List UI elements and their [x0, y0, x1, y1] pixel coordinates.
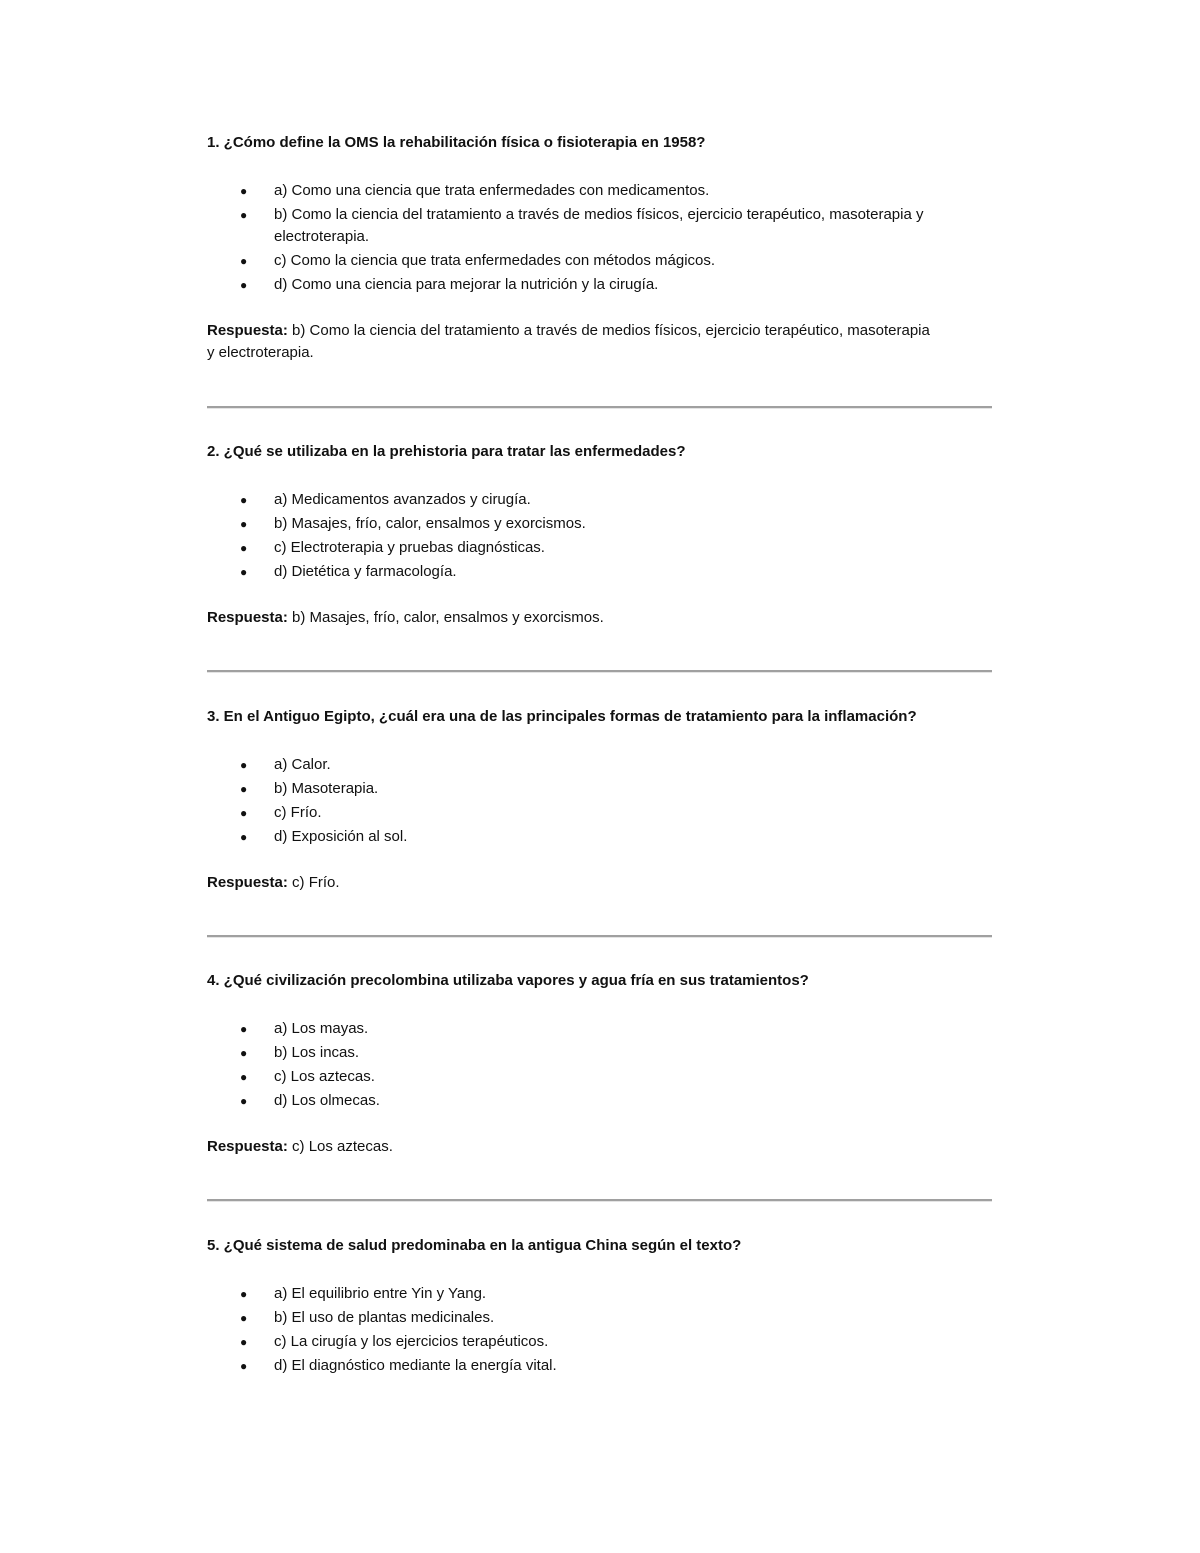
- option-item: ● c) Electroterapia y pruebas diagnósticas.: [207, 537, 992, 559]
- bullet-icon: ●: [240, 758, 248, 772]
- option-item: ● a) Como una ciencia que trata enfermedades con medicamentos.: [207, 180, 992, 202]
- option-list: [207, 1018, 992, 1112]
- horizontal-rule: [207, 935, 992, 938]
- option-item: ● a) Los mayas.: [207, 1018, 992, 1040]
- option-item: ● b) Masoterapia.: [207, 778, 992, 800]
- answer-label: Respuesta:: [207, 1138, 288, 1155]
- bullet-icon: ●: [240, 1094, 248, 1108]
- answer: [207, 607, 992, 629]
- bullet-icon: ●: [240, 1287, 248, 1301]
- bullet-icon: ●: [240, 184, 248, 198]
- bullet-icon: ●: [240, 830, 248, 844]
- option-list: [207, 1283, 992, 1377]
- bullet-icon: ●: [240, 1022, 248, 1036]
- question-title: 1. ¿Cómo define la OMS la rehabilitación física o fisioterapia en 1958?: [207, 134, 706, 151]
- question-title: 4. ¿Qué civilización precolombina utilizaba vapores y agua fría en sus tratamientos?: [207, 972, 809, 989]
- option-list: [207, 489, 992, 583]
- option-item: ● b) Los incas.: [207, 1042, 992, 1064]
- bullet-icon: ●: [240, 1335, 248, 1349]
- bullet-icon: ●: [240, 1311, 248, 1325]
- option-item: ● c) La cirugía y los ejercicios terapéuticos.: [207, 1331, 992, 1353]
- option-item: ● d) El diagnóstico mediante la energía vital.: [207, 1355, 992, 1377]
- bullet-icon: ●: [240, 278, 248, 292]
- question-block-2: [207, 441, 992, 629]
- option-item: ● d) Exposición al sol.: [207, 826, 992, 848]
- question-block-1: [207, 132, 992, 364]
- option-item: ● d) Los olmecas.: [207, 1090, 992, 1112]
- bullet-icon: ●: [240, 517, 248, 531]
- bullet-icon: ●: [240, 1046, 248, 1060]
- option-list: [207, 754, 992, 848]
- option-item: ● b) El uso de plantas medicinales.: [207, 1307, 992, 1329]
- option-item: ● d) Dietética y farmacología.: [207, 561, 992, 583]
- question-block-4: [207, 970, 992, 1158]
- option-list: [207, 180, 992, 296]
- answer-text: b) Masajes, frío, calor, ensalmos y exorcismos.: [292, 609, 604, 626]
- option-item: ● c) Los aztecas.: [207, 1066, 992, 1088]
- bullet-icon: ●: [240, 541, 248, 555]
- bullet-icon: ●: [240, 1359, 248, 1373]
- answer: [207, 320, 992, 364]
- option-item: ● b) Como la ciencia del tratamiento a través de medios físicos, ejercicio terapéutico, masoterapia y electroterapia.: [240, 206, 924, 245]
- option-item: ● b) Masajes, frío, calor, ensalmos y exorcismos.: [207, 513, 992, 535]
- bullet-icon: ●: [240, 493, 248, 507]
- answer: [207, 872, 992, 894]
- question-title: 2. ¿Qué se utilizaba en la prehistoria para tratar las enfermedades?: [207, 443, 686, 460]
- question-title: 5. ¿Qué sistema de salud predominaba en la antigua China según el texto?: [207, 1237, 742, 1254]
- horizontal-rule: [207, 406, 992, 409]
- question-block-3: [207, 706, 992, 894]
- question-block-5: [207, 1235, 992, 1379]
- option-item: ● a) Medicamentos avanzados y cirugía.: [207, 489, 992, 511]
- horizontal-rule: [207, 670, 992, 673]
- option-item: ● a) Calor.: [207, 754, 992, 776]
- bullet-icon: ●: [240, 254, 248, 268]
- answer-text: b) Como la ciencia del tratamiento a través de medios físicos, ejercicio terapéutico, masoterapia y electroterapia.: [207, 322, 930, 361]
- answer: [207, 1136, 992, 1158]
- horizontal-rule: [207, 1199, 992, 1202]
- answer-label: Respuesta:: [207, 322, 288, 339]
- option-item: ● c) Como la ciencia que trata enfermedades con métodos mágicos.: [207, 250, 992, 272]
- bullet-icon: ●: [240, 806, 248, 820]
- option-item: ● c) Frío.: [207, 802, 992, 824]
- answer-text: c) Los aztecas.: [292, 1138, 393, 1155]
- option-item: ● a) El equilibrio entre Yin y Yang.: [207, 1283, 992, 1305]
- bullet-icon: ●: [240, 208, 248, 222]
- bullet-icon: ●: [240, 782, 248, 796]
- answer-label: Respuesta:: [207, 609, 288, 626]
- bullet-icon: ●: [240, 565, 248, 579]
- answer-text: c) Frío.: [292, 874, 340, 891]
- option-item: ● d) Como una ciencia para mejorar la nutrición y la cirugía.: [207, 274, 992, 296]
- answer-label: Respuesta:: [207, 874, 288, 891]
- question-title: 3. En el Antiguo Egipto, ¿cuál era una de las principales formas de tratamiento para la inflamación?: [207, 708, 917, 725]
- bullet-icon: ●: [240, 1070, 248, 1084]
